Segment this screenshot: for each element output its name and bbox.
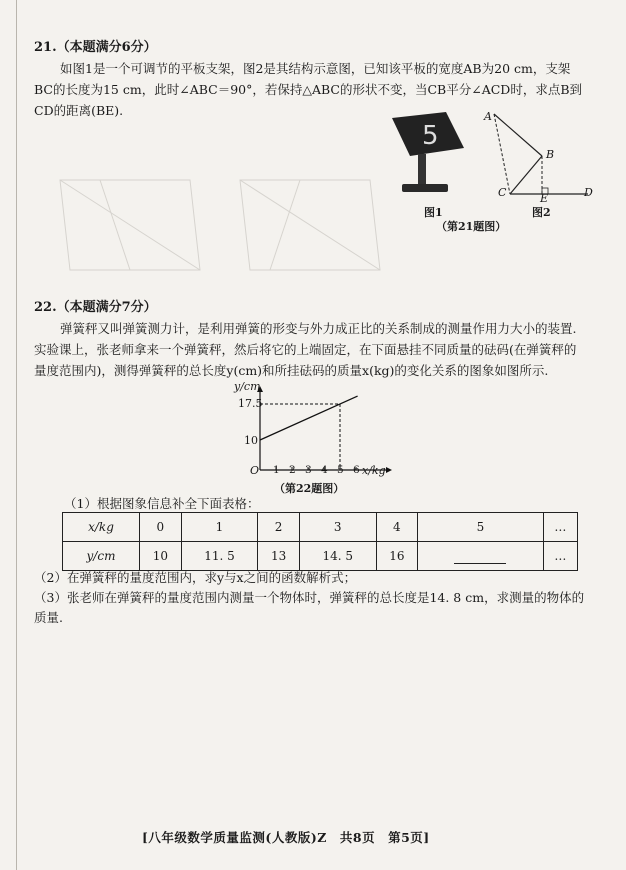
- x-cell: 1: [181, 513, 258, 542]
- page-footer: [八年级数学质量监测(人教版)Z 共8页 第5页]: [142, 830, 430, 845]
- answer-blank-cell[interactable]: [418, 542, 544, 571]
- point-d-label: D: [584, 186, 593, 199]
- graph-line: [260, 396, 358, 440]
- q21-figures: [384, 108, 594, 232]
- q22-text: 弹簧秤又叫弹簧测力计，是利用弹簧的形变与外力成正比的关系制成的测量作用力大小的装置.实验课上，张老师拿来一个弹簧秤，然后将它的上端固定，在下面悬挂不同质量的砝码(在弹簧秤的量度范围内)，测得弹簧秤的总长度y(cm)和所挂砝码的质量x(kg)的变化关系的图象如图所示.: [34, 321, 577, 378]
- point-c-label: C: [498, 186, 507, 199]
- y-cell: 10: [140, 542, 182, 571]
- q22-part2: （2）在弹簧秤的量度范围内，求y与x之间的函数解析式；: [34, 570, 357, 585]
- triangle-diagram: [476, 108, 594, 206]
- svg-text:5: 5: [422, 121, 439, 151]
- bleed-through-diagrams: [40, 170, 390, 290]
- x-cell: 0: [140, 513, 182, 542]
- q21-caption: （第21题图）: [436, 220, 507, 233]
- fig1-label: 图1: [424, 206, 443, 219]
- question-22: [34, 298, 604, 381]
- origin-label: O: [250, 464, 260, 477]
- x-tick-1: 1: [273, 464, 280, 476]
- x-cell: 4: [376, 513, 418, 542]
- q21-text: 如图1是一个可调节的平板支架，图2是其结构示意图，已知该平板的宽度AB为20 cm，支架BC的长度为15 cm，此时∠ABC＝90°，若保持△ABC的形状不变，当CB平分∠ACD时，求点B到CD的距离(BE).: [34, 61, 582, 118]
- point-a-label: A: [484, 110, 492, 123]
- tablet-stand-illustration: [384, 108, 474, 200]
- binding-margin-line: [16, 0, 17, 870]
- x-tick-5: 5: [337, 464, 344, 476]
- y-cell: …: [543, 542, 577, 571]
- q22-caption: （第22题图）: [274, 482, 345, 495]
- y-cell: 14. 5: [299, 542, 376, 571]
- table-row-y: [63, 542, 578, 571]
- y-cell: 16: [376, 542, 418, 571]
- answer-blank[interactable]: [454, 549, 506, 564]
- fig2-label: 图2: [532, 206, 551, 219]
- q21-header: 21.（本题满分6分）: [34, 40, 157, 55]
- point-e-label: E: [540, 192, 549, 205]
- y-cell: 11. 5: [181, 542, 258, 571]
- y-tick-17-5: 17.5: [238, 397, 263, 410]
- x-axis-label: x/kg: [362, 464, 386, 477]
- y-cell: 13: [258, 542, 300, 571]
- y-axis-label: y/cm: [234, 380, 261, 393]
- q22-part1: （1）根据图象信息补全下面表格：: [64, 496, 260, 511]
- x-tick-3: 3: [305, 464, 312, 476]
- x-tick-4: 4: [321, 464, 328, 476]
- x-cell: …: [543, 513, 577, 542]
- q22-graph: [234, 380, 406, 495]
- table-row-x: [63, 513, 578, 542]
- x-tick-2: 2: [289, 464, 296, 476]
- q22-table: [62, 512, 578, 571]
- x-cell: 2: [258, 513, 300, 542]
- x-tick-6: 6: [353, 464, 360, 476]
- y-tick-10: 10: [244, 434, 258, 447]
- y-header-cell: y/cm: [63, 542, 140, 571]
- q22-part3: （3）张老师在弹簧秤的量度范围内测量一个物体时，弹簧秤的总长度是14. 8 cm，求测量的物体的质量.: [34, 590, 585, 625]
- x-cell: 3: [299, 513, 376, 542]
- x-header-cell: x/kg: [63, 513, 140, 542]
- q22-header: 22.（本题满分7分）: [34, 300, 157, 315]
- x-cell: 5: [418, 513, 544, 542]
- point-b-label: B: [546, 148, 555, 161]
